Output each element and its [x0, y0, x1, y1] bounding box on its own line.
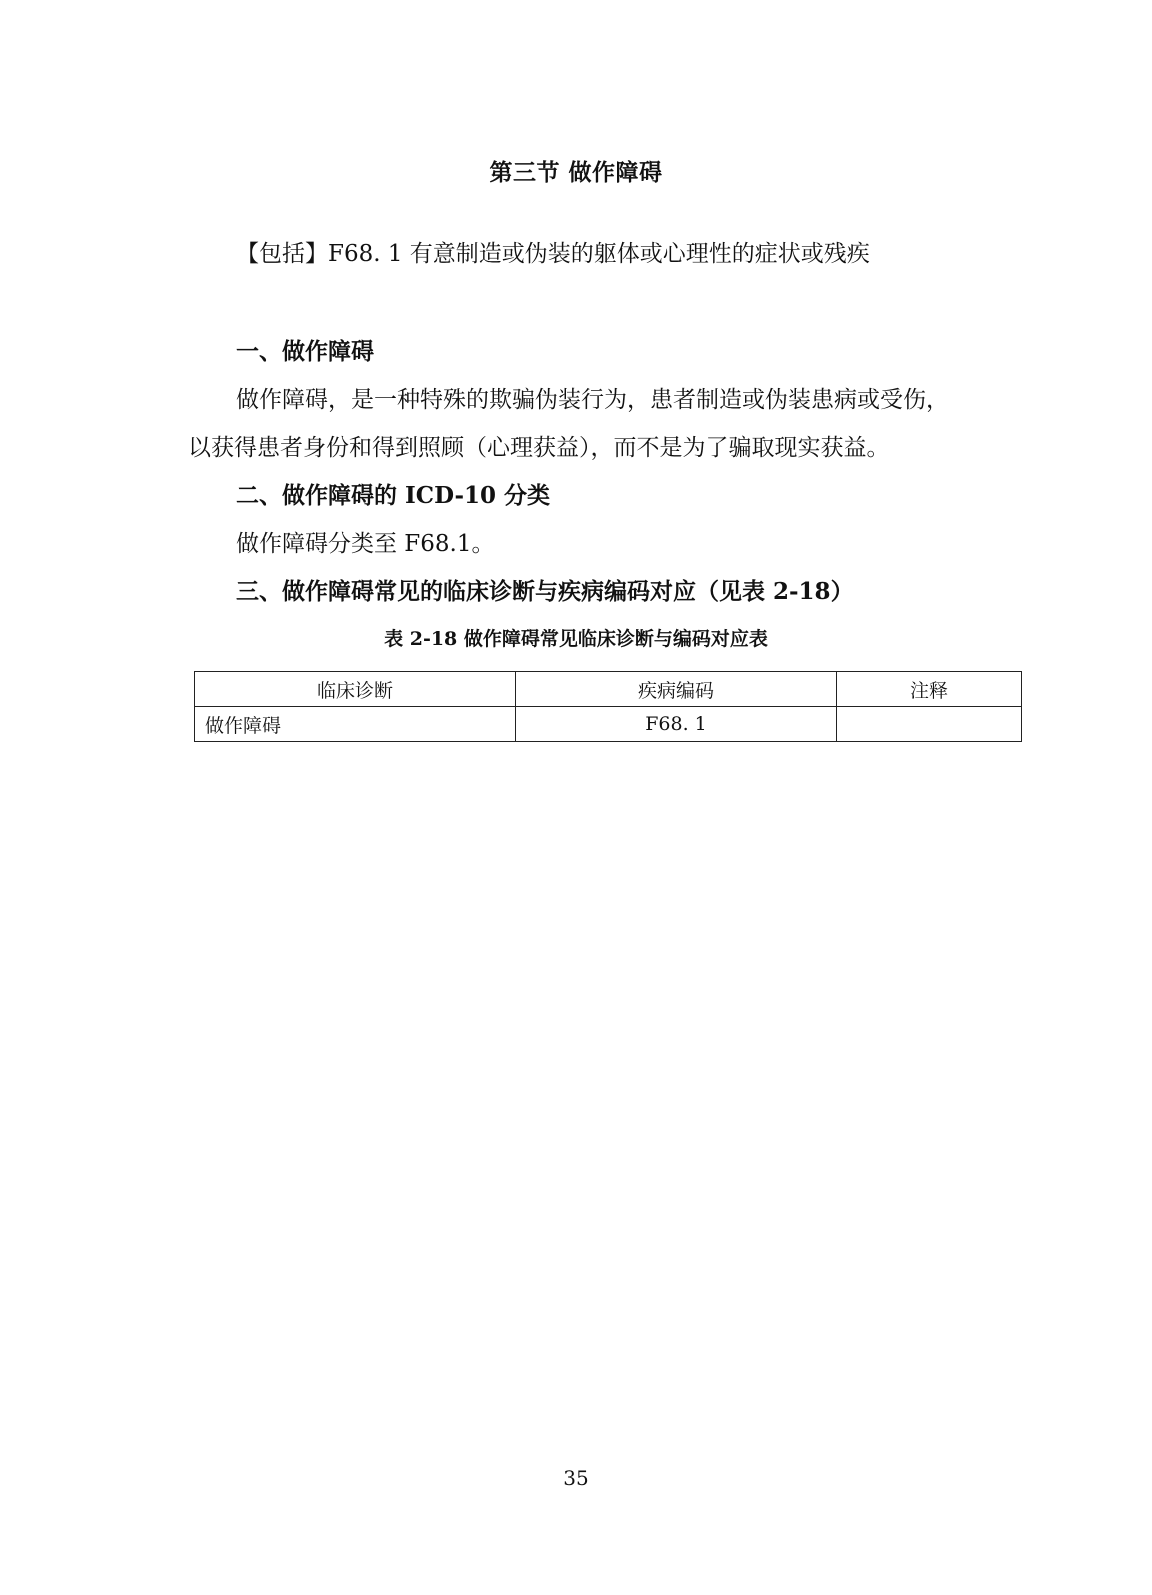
- table-header-row: [195, 672, 1022, 707]
- heading-definition: 一、做作障碍: [236, 338, 374, 365]
- header-notes: 注释: [837, 672, 1022, 707]
- definition-line-2: 以获得患者身份和得到照顾（心理获益），而不是为了骗取现实获益。: [188, 435, 890, 461]
- cell-code: F68. 1: [516, 707, 837, 742]
- header-disease-code: 疾病编码: [516, 672, 837, 707]
- heading-diagnosis-mapping: 三、做作障碍常见的临床诊断与疾病编码对应（见表 2-18）: [236, 578, 854, 605]
- heading-icd-classification: 二、做作障碍的 ICD-10 分类: [236, 482, 551, 509]
- section-title: 第三节 做作障碍: [489, 159, 663, 186]
- table-caption: 表 2-18 做作障碍常见临床诊断与编码对应表: [384, 628, 768, 650]
- table-row: [195, 707, 1022, 742]
- header-clinical-diagnosis: 临床诊断: [195, 672, 516, 707]
- diagnosis-code-table: [194, 671, 1022, 742]
- includes-note: 【包括】F68. 1 有意制造或伪装的躯体或心理性的症状或残疾: [236, 241, 870, 267]
- definition-line-1: 做作障碍，是一种特殊的欺骗伪装行为，患者制造或伪装患病或受伤，: [236, 387, 949, 413]
- page-number: 35: [563, 1466, 589, 1490]
- classification-text: 做作障碍分类至 F68.1。: [236, 531, 495, 557]
- cell-diagnosis: 做作障碍: [195, 707, 516, 742]
- cell-notes: [837, 707, 1022, 742]
